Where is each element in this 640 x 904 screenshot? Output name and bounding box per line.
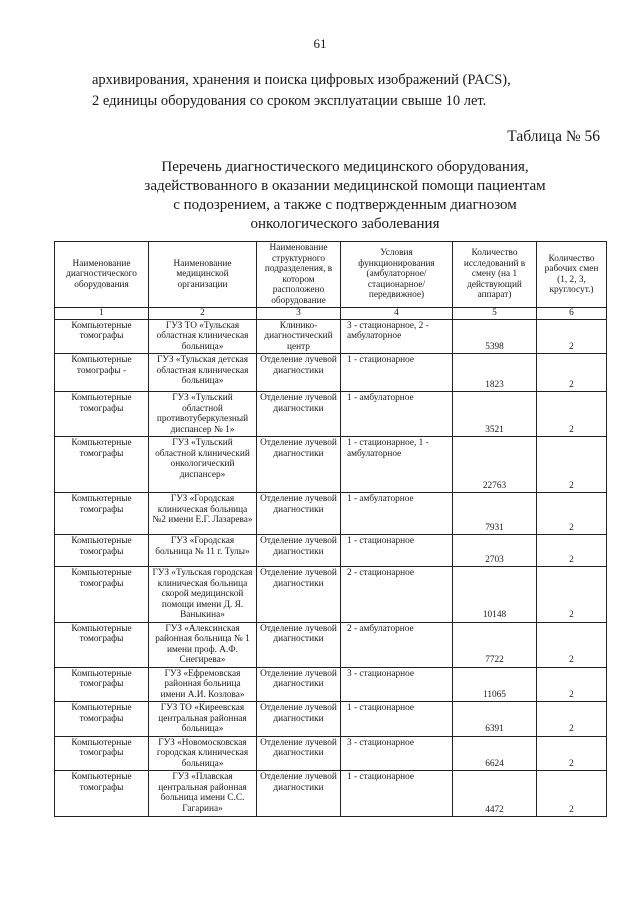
cell-organization: ГУЗ «Алексинская районная больница № 1 имени проф. А.Ф. Снегирева» bbox=[149, 622, 257, 667]
table-row bbox=[55, 771, 607, 817]
page-number: 61 bbox=[313, 36, 327, 51]
table-caption: Таблица № 56 bbox=[507, 128, 600, 145]
cell-studies: 7931 bbox=[453, 493, 537, 535]
cell-conditions: 1 - стационарное, 1 - амбулаторное bbox=[341, 437, 453, 493]
intro-line: 2 единицы оборудования со сроком эксплуатации свыше 10 лет. bbox=[92, 93, 487, 109]
cell-conditions: 3 - стационарное, 2 - амбулаторное bbox=[341, 319, 453, 354]
cell-unit: Отделение лучевой диагностики bbox=[257, 392, 341, 437]
cell-equipment: Компьютерные томографы bbox=[55, 437, 149, 493]
cell-conditions: 2 - стационарное bbox=[341, 567, 453, 623]
table-row bbox=[55, 667, 607, 702]
column-number: 5 bbox=[453, 308, 537, 320]
cell-equipment: Компьютерные томографы bbox=[55, 535, 149, 567]
cell-studies: 1823 bbox=[453, 354, 537, 392]
table-row bbox=[55, 622, 607, 667]
cell-organization: ГУЗ «Тульская городская клиническая больница скорой медицинской помощи имени Д. Я. Ваныкина» bbox=[149, 567, 257, 623]
cell-equipment: Компьютерные томографы bbox=[55, 567, 149, 623]
cell-organization: ГУЗ «Тульская детская областная клиническая больница» bbox=[149, 354, 257, 392]
column-number: 3 bbox=[257, 308, 341, 320]
cell-shifts: 2 bbox=[537, 702, 607, 737]
cell-studies: 5398 bbox=[453, 319, 537, 354]
cell-shifts: 2 bbox=[537, 319, 607, 354]
column-header: Условия функционирования (амбулаторное/ стационарное/ передвижное) bbox=[341, 242, 453, 308]
intro-paragraph bbox=[92, 70, 600, 112]
cell-organization: ГУЗ «Плавская центральная районная больница имени С.С. Гагарина» bbox=[149, 771, 257, 817]
column-number: 1 bbox=[55, 308, 149, 320]
cell-studies: 10148 bbox=[453, 567, 537, 623]
cell-unit: Отделение лучевой диагностики bbox=[257, 535, 341, 567]
cell-unit: Отделение лучевой диагностики bbox=[257, 667, 341, 702]
cell-organization: ГУЗ «Городская клиническая больница №2 имени Е.Г. Лазарева» bbox=[149, 493, 257, 535]
cell-shifts: 2 bbox=[537, 354, 607, 392]
table-heading bbox=[90, 158, 600, 234]
cell-shifts: 2 bbox=[537, 771, 607, 817]
cell-unit: Отделение лучевой диагностики bbox=[257, 771, 341, 817]
cell-equipment: Компьютерные томографы bbox=[55, 702, 149, 737]
cell-conditions: 1 - стационарное bbox=[341, 354, 453, 392]
cell-equipment: Компьютерные томографы bbox=[55, 622, 149, 667]
heading-line: с подозрением, а также с подтвержденным диагнозом bbox=[173, 197, 517, 213]
equipment-table bbox=[54, 241, 607, 817]
cell-conditions: 1 - амбулаторное bbox=[341, 493, 453, 535]
table-header-row bbox=[55, 242, 607, 308]
cell-equipment: Компьютерные томографы bbox=[55, 771, 149, 817]
cell-organization: ГУЗ «Городская больница № 11 г. Тулы» bbox=[149, 535, 257, 567]
cell-equipment: Компьютерные томографы bbox=[55, 392, 149, 437]
cell-organization: ГУЗ ТО «Тульская областная клиническая больница» bbox=[149, 319, 257, 354]
column-header: Наименование диагностического оборудования bbox=[55, 242, 149, 308]
cell-equipment: Компьютерные томографы bbox=[55, 736, 149, 771]
table-body bbox=[55, 319, 607, 817]
table-row bbox=[55, 702, 607, 737]
cell-unit: Отделение лучевой диагностики bbox=[257, 437, 341, 493]
column-number: 2 bbox=[149, 308, 257, 320]
cell-conditions: 3 - стационарное bbox=[341, 667, 453, 702]
table-row bbox=[55, 535, 607, 567]
heading-line: задействованного в оказании медицинской помощи пациентам bbox=[144, 178, 546, 194]
table-row bbox=[55, 392, 607, 437]
table-row bbox=[55, 354, 607, 392]
column-number-row bbox=[55, 308, 607, 320]
cell-conditions: 1 - амбулаторное bbox=[341, 392, 453, 437]
cell-equipment: Компьютерные томографы bbox=[55, 493, 149, 535]
cell-shifts: 2 bbox=[537, 736, 607, 771]
cell-studies: 3521 bbox=[453, 392, 537, 437]
cell-studies: 6391 bbox=[453, 702, 537, 737]
cell-equipment: Компьютерные томографы - bbox=[55, 354, 149, 392]
cell-shifts: 2 bbox=[537, 667, 607, 702]
cell-conditions: 3 - стационарное bbox=[341, 736, 453, 771]
cell-organization: ГУЗ «Ефремовская районная больница имени А.И. Козлова» bbox=[149, 667, 257, 702]
heading-line: Перечень диагностического медицинского оборудования, bbox=[161, 159, 529, 175]
cell-unit: Отделение лучевой диагностики bbox=[257, 622, 341, 667]
column-header: Количество исследований в смену (на 1 действующий аппарат) bbox=[453, 242, 537, 308]
cell-conditions: 1 - стационарное bbox=[341, 702, 453, 737]
cell-shifts: 2 bbox=[537, 392, 607, 437]
cell-studies: 11065 bbox=[453, 667, 537, 702]
column-number: 6 bbox=[537, 308, 607, 320]
cell-conditions: 2 - амбулаторное bbox=[341, 622, 453, 667]
cell-unit: Отделение лучевой диагностики bbox=[257, 736, 341, 771]
cell-shifts: 2 bbox=[537, 493, 607, 535]
cell-conditions: 1 - стационарное bbox=[341, 771, 453, 817]
cell-unit: Отделение лучевой диагностики bbox=[257, 354, 341, 392]
cell-equipment: Компьютерные томографы bbox=[55, 319, 149, 354]
cell-equipment: Компьютерные томографы bbox=[55, 667, 149, 702]
cell-unit: Отделение лучевой диагностики bbox=[257, 493, 341, 535]
cell-studies: 4472 bbox=[453, 771, 537, 817]
table-row bbox=[55, 319, 607, 354]
column-header: Наименование медицинской организации bbox=[149, 242, 257, 308]
cell-studies: 7722 bbox=[453, 622, 537, 667]
column-header: Количество рабочих смен (1, 2, 3, круглосут.) bbox=[537, 242, 607, 308]
cell-shifts: 2 bbox=[537, 622, 607, 667]
table-row bbox=[55, 567, 607, 623]
table-row bbox=[55, 736, 607, 771]
column-header: Наименование структурного подразделения, в котором расположено оборудование bbox=[257, 242, 341, 308]
cell-studies: 22763 bbox=[453, 437, 537, 493]
cell-unit: Отделение лучевой диагностики bbox=[257, 702, 341, 737]
cell-unit: Отделение лучевой диагностики bbox=[257, 567, 341, 623]
cell-studies: 6624 bbox=[453, 736, 537, 771]
cell-shifts: 2 bbox=[537, 437, 607, 493]
column-number: 4 bbox=[341, 308, 453, 320]
table-row bbox=[55, 493, 607, 535]
cell-organization: ГУЗ «Новомосковская городская клиническая больница» bbox=[149, 736, 257, 771]
cell-shifts: 2 bbox=[537, 567, 607, 623]
cell-shifts: 2 bbox=[537, 535, 607, 567]
cell-organization: ГУЗ «Тульский областной клинический онкологический диспансер» bbox=[149, 437, 257, 493]
cell-organization: ГУЗ ТО «Киреевская центральная районная больница» bbox=[149, 702, 257, 737]
cell-studies: 2703 bbox=[453, 535, 537, 567]
cell-unit: Клинико-диагностический центр bbox=[257, 319, 341, 354]
cell-organization: ГУЗ «Тульский областной противотуберкулезный диспансер № 1» bbox=[149, 392, 257, 437]
cell-conditions: 1 - стационарное bbox=[341, 535, 453, 567]
intro-line: архивирования, хранения и поиска цифровых изображений (PACS), bbox=[92, 72, 511, 88]
heading-line: онкологического заболевания bbox=[250, 216, 440, 232]
table-row bbox=[55, 437, 607, 493]
